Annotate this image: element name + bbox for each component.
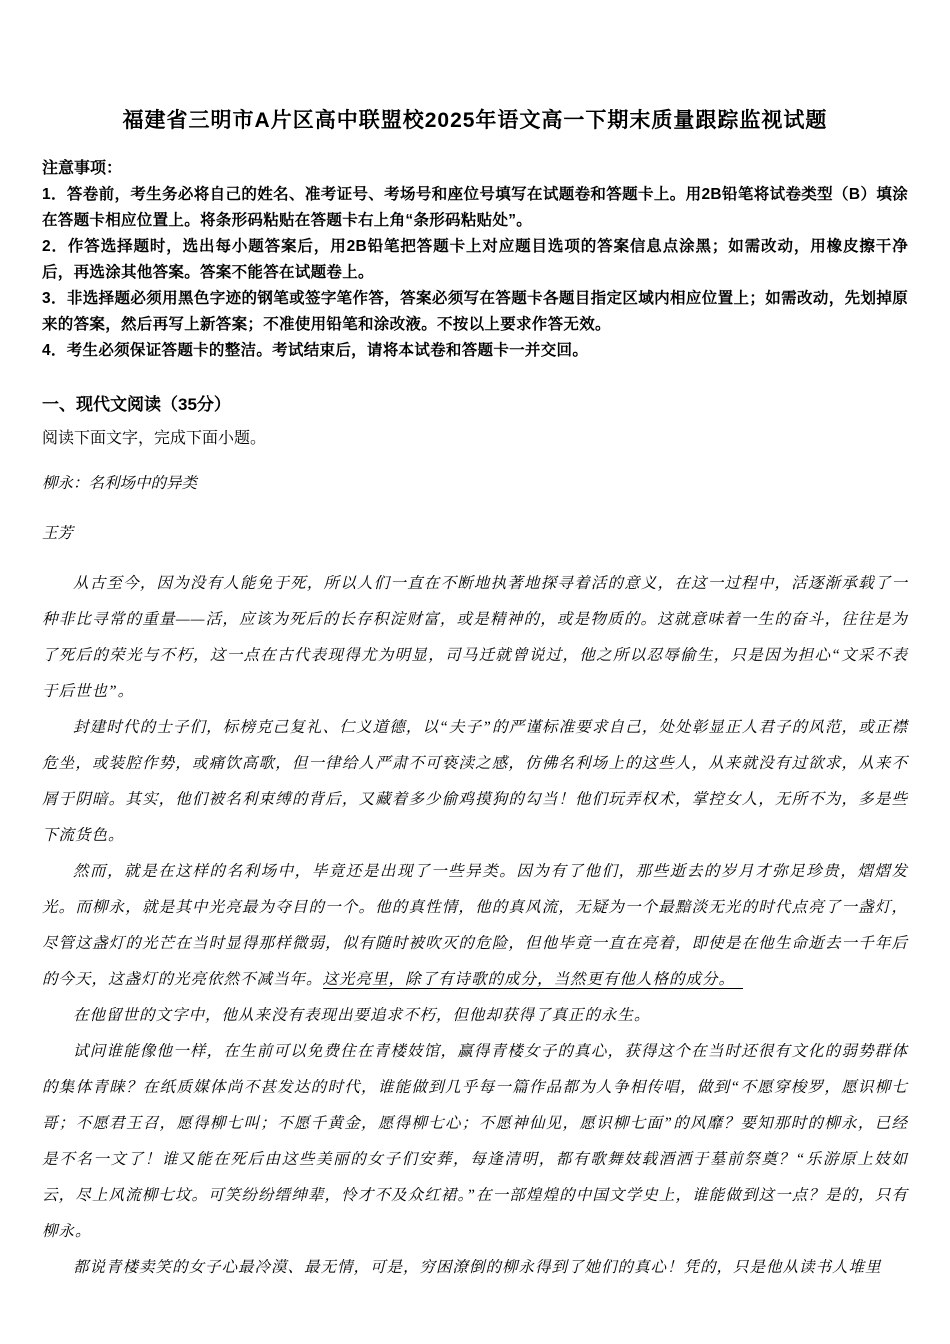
notice-item-3: 3．非选择题必须用黑色字迹的钢笔或签字笔作答，答案必须写在答题卡各题目指定区域内相应位置上；如需改动，先划掉原来的答案，然后再写上新答案；不准使用铅笔和涂改液。不按以上要求作答无效。 bbox=[42, 290, 908, 333]
paragraph-text: 封建时代的士子们，标榜克己复礼、仁义道德，以“夫子”的严谨标准要求自己，处处彰显正人君子的风范，或正襟危坐，或装腔作势，或痛饮高歌，但一律给人严肃不可亵渎之感，仿佛名利场上的这些人，从来就没有过欲求，从来不屑于阴暗。其实，他们被名利束缚的背后，又藏着多少偷鸡摸狗的勾当！他们玩弄权术，掌控女人，无所不为，多是些下流货色。 bbox=[42, 719, 908, 844]
passage-paragraph-4 bbox=[42, 998, 908, 1034]
reading-instruction: 阅读下面文字，完成下面小题。 bbox=[42, 430, 267, 447]
notice-item-2: 2．作答选择题时，选出每小题答案后，用2B铅笔把答题卡上对应题目选项的答案信息点涂黑；如需改动，用橡皮擦干净后，再选涂其他答案。答案不能答在试题卷上。 bbox=[42, 238, 908, 281]
passage-paragraph-2 bbox=[42, 710, 908, 854]
passage-paragraph-6 bbox=[42, 1250, 908, 1286]
notice-item-4: 4．考生必须保证答题卡的整洁。考试结束后，请将本试卷和答题卡一并交回。 bbox=[42, 342, 589, 359]
paragraph-text: 都说青楼卖笑的女子心最冷漠、最无情，可是，穷困潦倒的柳永得到了她们的真心！凭的，只是他从读书人堆里 bbox=[73, 1259, 882, 1276]
section-heading-modern-reading: 一、现代文阅读（35分） bbox=[42, 395, 231, 414]
passage-author: 王芳 bbox=[42, 525, 74, 542]
notice-item-1: 1．答卷前，考生务必将自己的姓名、准考证号、考场号和座位号填写在试题卷和答题卡上。用2B铅笔将试卷类型（B）填涂在答题卡相应位置上。将条形码粘贴在答题卡右上角“条形码粘贴处”。 bbox=[42, 186, 908, 229]
paragraph-text: 然而，就是在这样的名利场中，毕竟还是出现了一些异类。因为有了他们，那些逝去的岁月才弥足珍贵，熠熠发光。而柳永，就是其中光亮最为夺目的一个。他的真性情，他的真风流，无疑为一个最黯淡无光的时代点亮了一盏灯，尽管这盏灯的光芒在当时显得那样微弱，似有随时被吹灭的危险，但他毕竟一直在亮着，即使是在他生命逝去一千年后的今天，这盏灯的光亮依然不减当年。 bbox=[42, 863, 908, 988]
passage-paragraph-5 bbox=[42, 1034, 908, 1250]
notice-section bbox=[42, 156, 908, 364]
reading-passage bbox=[42, 466, 908, 1286]
paragraph-text: 在他留世的文字中，他从来没有表现出要追求不朽，但他却获得了真正的永生。 bbox=[73, 1007, 651, 1024]
passage-author-spacer bbox=[42, 552, 908, 566]
underlined-sentence: 这光亮里，除了有诗歌的成分，当然更有他人格的成分。 bbox=[323, 971, 744, 989]
passage-paragraph-1 bbox=[42, 566, 908, 710]
passage-paragraph-3 bbox=[42, 854, 908, 998]
page-title: 福建省三明市A片区高中联盟校2025年语文高一下期末质量跟踪监视试题 bbox=[122, 109, 828, 132]
passage-title-spacer bbox=[42, 502, 908, 516]
notice-heading: 注意事项： bbox=[42, 160, 123, 177]
passage-title: 柳永：名利场中的异类 bbox=[42, 475, 198, 492]
paragraph-text: 试问谁能像他一样，在生前可以免费住在青楼妓馆，赢得青楼女子的真心，获得这个在当时还很有文化的弱势群体的集体青睐？在纸质媒体尚不甚发达的时代，谁能做到几乎每一篇作品都为人争相传唱，做到“不愿穿梭罗，愿识柳七哥；不愿君王召，愿得柳七叫；不愿千黄金，愿得柳七心；不愿神仙见，愿识柳七面”的风靡？要知那时的柳永，已经是不名一文了！谁又能在死后由这些美丽的女子们安葬，每逢清明，都有歌舞妓载酒洒于墓前祭奠？“乐游原上妓如云，尽上风流柳七坟。可笑纷纷缙绅辈，怜才不及众红裙。”在一部煌煌的中国文学史上，谁能做到这一点？是的，只有柳永。 bbox=[42, 1043, 908, 1240]
paragraph-text: 从古至今，因为没有人能免于死，所以人们一直在不断地执著地探寻着活的意义，在这一过程中，活逐渐承载了一种非比寻常的重量——活，应该为死后的长存积淀财富，或是精神的，或是物质的。这就意味着一生的奋斗，往往是为了死后的荣光与不朽，这一点在古代表现得尤为明显，司马迁就曾说过，他之所以忍辱偷生，只是因为担心“文采不表于后世也”。 bbox=[42, 575, 908, 700]
